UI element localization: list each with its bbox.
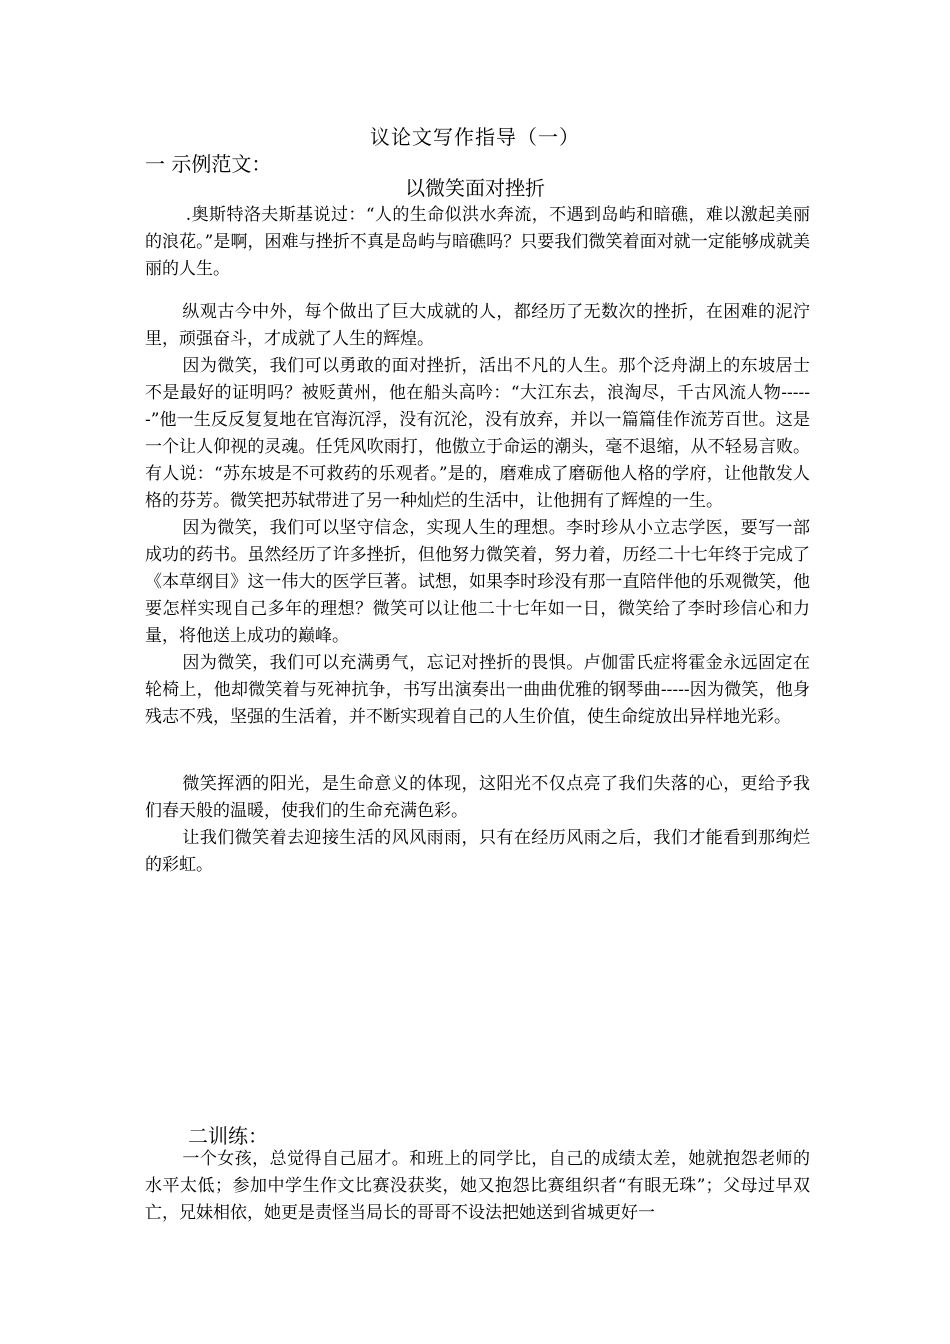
essay-body-block <box>145 299 810 731</box>
essay-paragraph: 因为微笑，我们可以勇敢的面对挫折，活出不凡的人生。那个泛舟湖上的东坡居士不是最好的证明吗？被贬黄州，他在船头高吟：“大江东去，浪淘尽，千古风流人物------”他一生反反复复地在官海沉浮，没有沉沦，没有放弃，并以一篇篇佳作流芳百世。这是一个让人仰视的灵魂。任凭风吹雨打，他傲立于命运的潮头，毫不退缩，从不轻易言败。有人说：“苏东坡是不可救药的乐观者。”是的，磨难成了磨砺他人格的学府，让他散发人格的芬芳。微笑把苏轼带进了另一种灿烂的生活中，让他拥有了辉煌的一生。 <box>145 356 810 511</box>
training-paragraph: 一个女孩，总觉得自己屈才。和班上的同学比，自己的成绩太差，她就抱怨老师的水平太低；参加中学生作文比赛没获奖，她又抱怨比赛组织者“有眼无珠”；父母过早双亡，兄妹相依，她更是责怪当局长的哥哥不设法把她送到省城更好一 <box>145 1149 810 1223</box>
essay-paragraph: 纵观古今中外，每个做出了巨大成就的人，都经历了无数次的挫折，在困难的泥泞里，顽强奋斗，才成就了人生的辉煌。 <box>145 302 810 349</box>
essay-title: 以微笑面对挫折 <box>405 176 545 200</box>
essay-intro-block <box>145 202 810 283</box>
section-heading-examples: 一 示例范文： <box>145 152 272 176</box>
section-heading-training: 二训练： <box>188 1124 268 1148</box>
essay-conclusion-block <box>145 771 810 879</box>
essay-paragraph: 让我们微笑着去迎接生活的风风雨雨，只有在经历风雨之后，我们才能看到那绚烂的彩虹。 <box>145 828 810 875</box>
essay-paragraph: 因为微笑，我们可以充满勇气，忘记对挫折的畏惧。卢伽雷氏症将霍金永远固定在轮椅上，他却微笑着与死神抗争，书写出演奏出一曲曲优雅的钢琴曲-----因为微笑，他身残志不残，坚强的生活着，并不断实现着自己的人生价值，使生命绽放出异样地光彩。 <box>145 653 810 727</box>
essay-paragraph: 因为微笑，我们可以坚守信念，实现人生的理想。李时珍从小立志学医，要写一部成功的药书。虽然经历了许多挫折，但他努力微笑着，努力着，历经二十七年终于完成了《本草纲目》这一伟大的医学巨著。试想，如果李时珍没有那一直陪伴他的乐观微笑，他要怎样实现自己多年的理想？微笑可以让他二十七年如一日，微笑给了李时珍信心和力量，将他送上成功的巅峰。 <box>145 518 810 646</box>
essay-paragraph: .奥斯特洛夫斯基说过：“人的生命似洪水奔流，不遇到岛屿和暗礁，难以激起美丽的浪花。”是啊，困难与挫折不真是岛屿与暗礁吗？只要我们微笑着面对就一定能够成就美丽的人生。 <box>145 205 810 279</box>
document-title: 议论文写作指导（一） <box>370 125 580 149</box>
training-block <box>145 1146 810 1227</box>
essay-paragraph: 微笑挥洒的阳光，是生命意义的体现，这阳光不仅点亮了我们失落的心，更给予我们春天般的温暖，使我们的生命充满色彩。 <box>145 774 810 821</box>
